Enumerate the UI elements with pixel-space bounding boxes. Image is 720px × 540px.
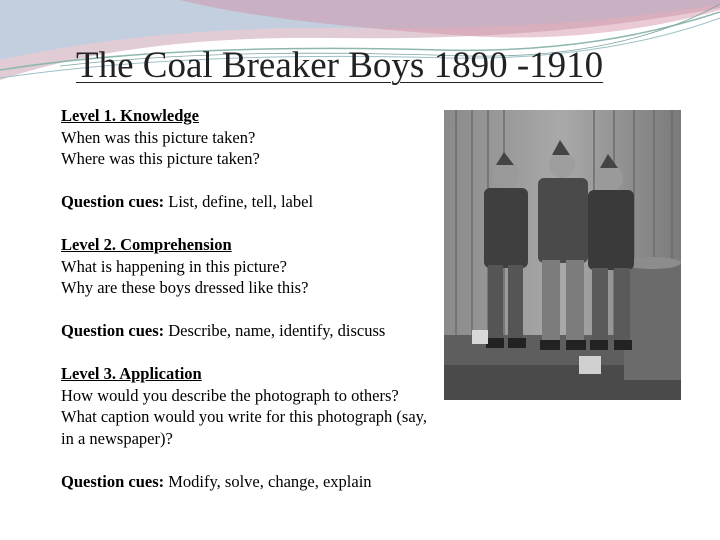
question-line: How would you describe the photograph to others?	[61, 385, 399, 405]
level-heading: Level 2. Comprehension	[61, 235, 232, 254]
breaker-boys-photo	[444, 110, 681, 400]
level-2-cues	[61, 320, 431, 342]
question-cues-label: Question cues:	[61, 321, 165, 340]
question-line: Where was this picture taken?	[61, 149, 260, 168]
question-levels	[61, 105, 431, 514]
level-1-block	[61, 105, 431, 170]
question-cues-label: Question cues:	[61, 471, 165, 491]
slide-title: The Coal Breaker Boys 1890 -1910	[76, 45, 604, 86]
level-3-block	[61, 363, 431, 449]
question-cues-text: Modify, solve, change, explain	[164, 471, 372, 491]
level-heading: Level 3. Application	[61, 364, 202, 383]
question-line: When was this picture taken?	[61, 127, 256, 147]
question-cues-text: Describe, name, identify, discuss	[164, 321, 386, 340]
question-line: Why are these boys dressed like this?	[61, 278, 309, 297]
level-heading: Level 1. Knowledge	[61, 106, 199, 125]
level-1-cues	[61, 191, 431, 213]
question-line: What caption would you write for this photograph (say, in a newspaper)?	[61, 407, 427, 448]
question-cues-label: Question cues:	[61, 192, 165, 211]
question-cues-text: List, define, tell, label	[164, 192, 314, 211]
level-2-block	[61, 234, 431, 299]
level-3-cues	[61, 471, 431, 493]
question-line: What is happening in this picture?	[61, 256, 287, 276]
